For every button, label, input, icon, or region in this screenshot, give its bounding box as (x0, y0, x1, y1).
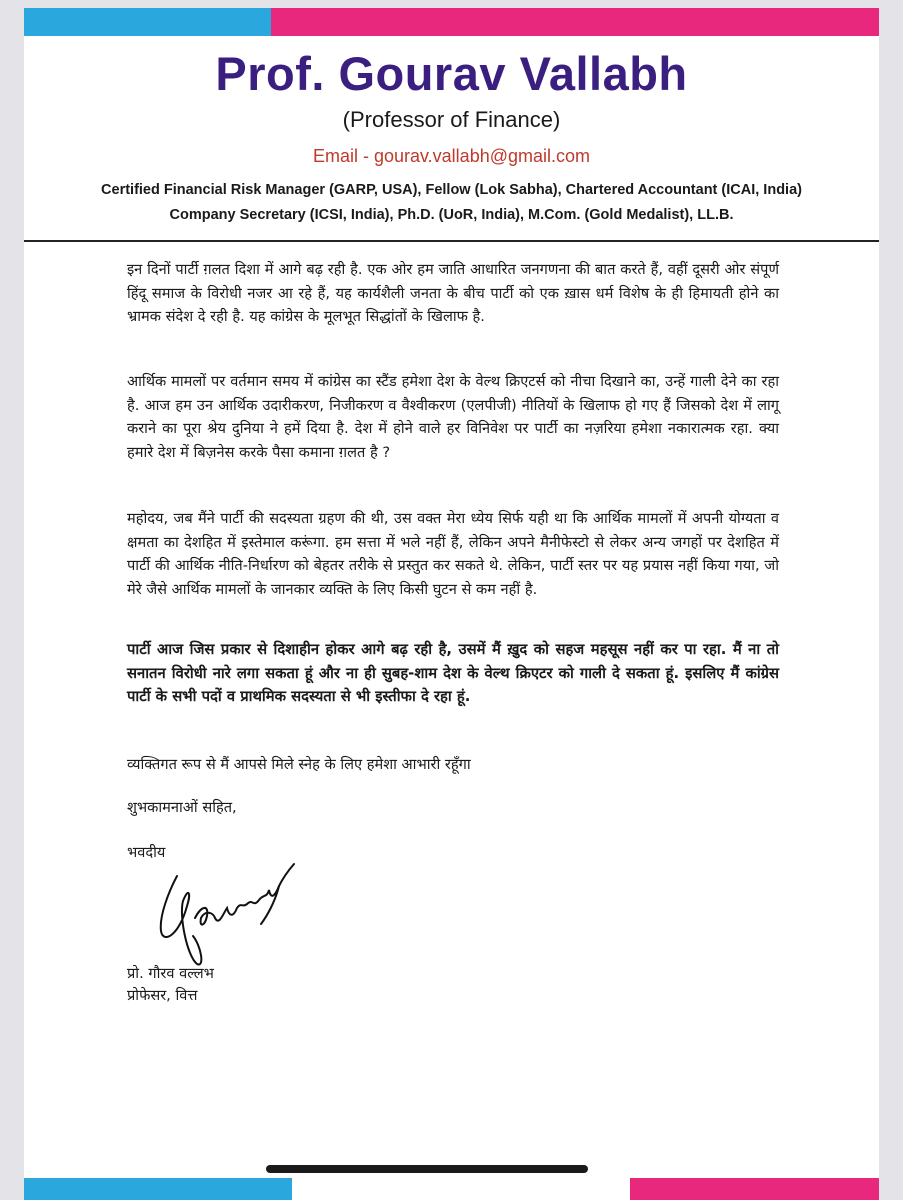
header-divider (24, 240, 879, 242)
letter-page (24, 8, 879, 1200)
valediction: भवदीय (127, 844, 166, 861)
letterhead-name: Prof. Gourav Vallabh (215, 47, 688, 100)
bottom-band-blue (24, 1178, 292, 1200)
home-indicator[interactable] (266, 1165, 588, 1173)
paragraph-5: व्यक्तिगत रूप से मैं आपसे मिले स्नेह के लिए हमेशा आभारी रहूँगा (127, 756, 471, 773)
bottom-band-pink (630, 1178, 879, 1200)
paragraph-1: इन दिनों पार्टी ग़लत दिशा में आगे बढ़ रही है. एक ओर हम जाति आधारित जनगणना की बात करते हैं, वहीं दूसरी ओर संपूर्ण हिंदू समाज के विरोधी नजर आ रहे हैं, यह कार्यशैली जनता के बीच पार्टी को एक ख़ास धर्म विशेष के ही हिमायती होने का भ्रामक संदेश दे रही है. यह कांग्रेस के मूलभूत सिद्धांतों के खिलाफ है. (127, 261, 779, 325)
letterhead-designation: (Professor of Finance) (342, 107, 561, 132)
signatory-name: प्रो. गौरव वल्लभ (127, 965, 214, 982)
letterhead-email: Email - gourav.vallabh@gmail.com (312, 146, 591, 166)
signature-image (149, 846, 309, 966)
top-band-pink (271, 8, 879, 36)
credentials-line-1: Certified Financial Risk Manager (GARP, USA), Fellow (Lok Sabha), Chartered Accountant (ICAI, India) (101, 182, 802, 198)
signatory-title: प्रोफेसर, वित्त (127, 987, 198, 1004)
paragraph-2: आर्थिक मामलों पर वर्तमान समय में कांग्रेस का स्टैंड हमेशा देश के वेल्थ क्रिएटर्स को नीचा दिखाने का, उन्हें गाली देने का रहा है. आज हम उन आर्थिक उदारीकरण, निजीकरण व वैश्वीकरण (एलपीजी) नीतियों के खिलाफ हो गए हैं जिसको देश में लागू कराने का पूरा श्रेय दुनिया ने हमें दिया है. देश में होने वाले हर विनिवेश पर पार्टी का नज़रिया हमेशा नकारात्मक रहा. क्या हमारे देश में बिज़नेस करके पैसा कमाना ग़लत है ? (127, 373, 779, 461)
paragraph-4-bold: पार्टी आज जिस प्रकार से दिशाहीन होकर आगे बढ़ रही है, उसमें मैं ख़ुद को सहज महसूस नहीं कर पा रहा. मैं ना तो सनातन विरोधी नारे लगा सकता हूं और ना ही सुबह-शाम देश के वेल्थ क्रिएटर को गाली दे सकता हूं. इसलिए मैं कांग्रेस पार्टी के सभी पदों व प्राथमिक सदस्यता से भी इस्तीफा दे रहा हूं. (127, 641, 779, 705)
greeting: शुभकामनाओं सहित, (127, 799, 237, 816)
top-band-blue (24, 8, 271, 36)
paragraph-3: महोदय, जब मैंने पार्टी की सदस्यता ग्रहण की थी, उस वक्त मेरा ध्येय सिर्फ यही था कि आर्थिक मामलों में अपनी योग्यता व क्षमता का देशहित में इस्तेमाल करूंगा. हम सत्ता में भले नहीं हैं, लेकिन अपने मैनीफेस्टो से लेकर अन्य जगहों पर देशहित में पार्टी की आर्थिक नीति-निर्धारण को बेहतर तरीके से प्रस्तुत कर सकते थे. लेकिन, पार्टी स्तर पर यह प्रयास नहीं किया गया, जो मेरे जैसे आर्थिक मामलों के जानकार व्यक्ति के लिए किसी घुटन से कम नहीं है. (127, 510, 779, 598)
credentials-line-2: Company Secretary (ICSI, India), Ph.D. (UoR, India), M.Com. (Gold Medalist), LL.B. (169, 207, 734, 223)
